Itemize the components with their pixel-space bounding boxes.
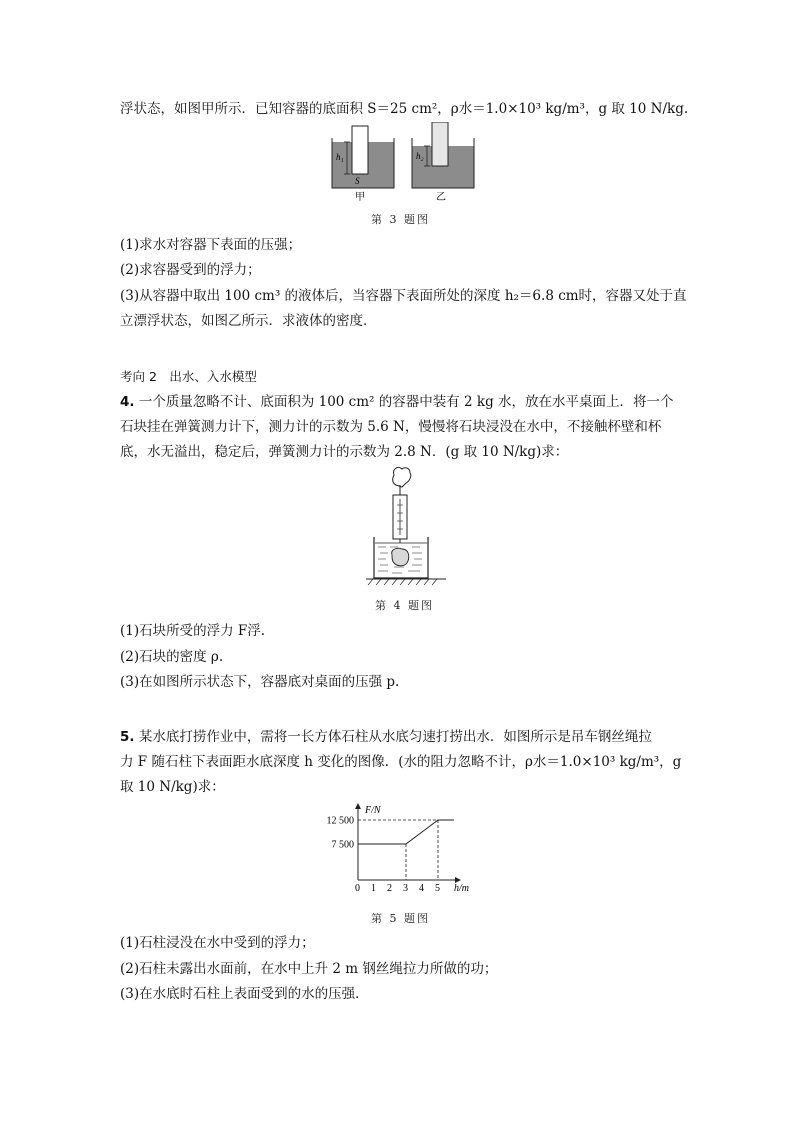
- hand: [393, 467, 411, 487]
- x-tick-label: 2: [387, 883, 392, 894]
- q5-item-3: (3)在水底时石柱上表面受到的水的压强．: [120, 986, 369, 1002]
- q5-item-1: (1)石柱浸没在水中受到的浮力；: [120, 935, 315, 951]
- label-jia: 甲: [355, 192, 365, 202]
- q5-text-1: 某水底打捞作业中，需将一长方体石柱从水底匀速打捞出水．如图所示是吊车钢丝绳拉: [138, 729, 652, 745]
- q5-item-2: (2)石柱未露出水面前，在水中上升 2 m 钢丝绳拉力所做的功；: [120, 961, 498, 977]
- x-tick-label: 3: [403, 883, 408, 894]
- x-tick-label: 1: [371, 883, 376, 894]
- container-jia: [332, 126, 394, 188]
- y-axis-label: F/N: [365, 805, 381, 816]
- q3-intro: 浮状态，如图甲所示．已知容器的底面积 S＝25 cm²，ρ水＝1.0×10³ kg/m³，g 取 10 N/kg.: [120, 101, 689, 117]
- q4-figure: [366, 465, 446, 587]
- q5-chart: [308, 800, 488, 900]
- x-axis-label: h/m: [454, 883, 469, 894]
- x-tick-label: 4: [419, 883, 424, 894]
- q3-item-3b: 立漂浮状态，如图乙所示．求液体的密度．: [120, 313, 377, 329]
- label-s: S: [355, 176, 360, 186]
- section-title: 考向 2 出水、入水模型: [120, 369, 257, 384]
- q3-figure: [330, 122, 490, 202]
- series-line: [358, 820, 454, 844]
- q4-number: 4.: [120, 394, 135, 410]
- q5-number: 5.: [120, 729, 135, 745]
- q3-item-3a: (3)从容器中取出 100 cm³ 的液体后，当容器下表面所处的深度 h₂＝6.8 cm时，容器又处于直: [120, 288, 687, 304]
- q4-line-3: 底，水无溢出，稳定后，弹簧测力计的示数为 2.8 N．(g 取 10 N/kg)求：: [120, 444, 569, 460]
- q5-line-3: 取 10 N/kg)求：: [120, 779, 225, 795]
- q5-line-2: 力 F 随石柱下表面距水底深度 h 变化的图像．(水的阻力忽略不计，ρ水＝1.0×10³ kg/m³，g: [120, 754, 682, 770]
- q4-item-3: (3)在如图所示状态下，容器底对桌面的压强 p.: [120, 674, 400, 690]
- q4-item-2: (2)石块的密度 ρ.: [120, 649, 224, 665]
- y-tick-label: 12 500: [326, 815, 354, 827]
- y-tick-label: 7 500: [331, 839, 354, 851]
- q3-item-1: (1)求水对容器下表面的压强；: [120, 237, 302, 253]
- q4-caption: 第 4 题图: [375, 599, 434, 612]
- q4-text-1: 一个质量忽略不计、底面积为 100 cm² 的容器中装有 2 kg 水，放在水平桌面上．将一个: [138, 394, 674, 410]
- q5-line-1: [120, 728, 652, 746]
- label-h2: h₂: [416, 151, 424, 161]
- label-h1: h₁: [336, 152, 344, 162]
- q3-item-2: (2)求容器受到的浮力；: [120, 262, 261, 278]
- q5-caption: 第 5 题图: [371, 912, 430, 925]
- x-tick-label: 0: [355, 883, 360, 894]
- label-yi: 乙: [436, 192, 446, 202]
- x-tick-label: 5: [435, 883, 440, 894]
- q3-caption: 第 3 题图: [371, 213, 430, 226]
- q4-line-2: 石块挂在弹簧测力计下，测力计的示数为 5.6 N，慢慢将石块浸没在水中，不接触杯壁和杯: [120, 419, 662, 435]
- container-yi: [412, 122, 474, 188]
- q4-line-1: [120, 393, 674, 411]
- stone: [392, 548, 409, 566]
- q4-item-1: (1)石块所受的浮力 F浮.: [120, 623, 266, 639]
